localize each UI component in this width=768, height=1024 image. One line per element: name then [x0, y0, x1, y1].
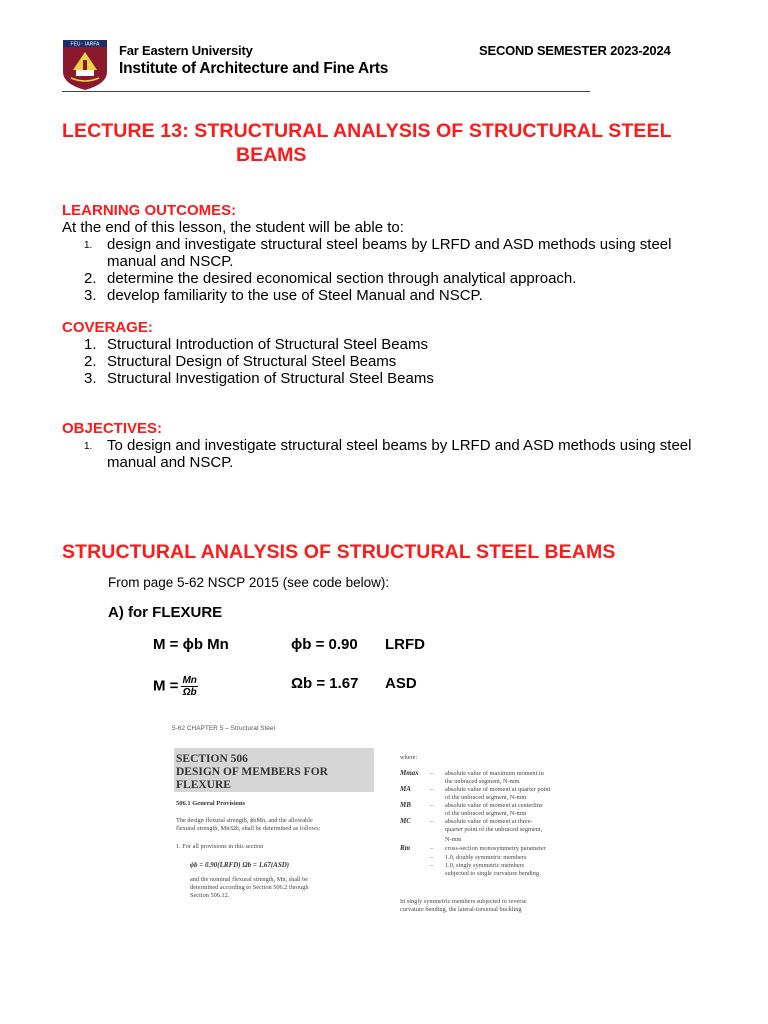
- lrfd-label: LRFD: [385, 636, 425, 653]
- omega-factor: Ωb = 1.67: [291, 675, 359, 692]
- objectives-list: [62, 437, 712, 471]
- fraction-numerator: Mn: [182, 675, 197, 686]
- excerpt-text: determined according to Section 506.2 through: [190, 884, 309, 891]
- definition-text: absolute value of moment at quarter point: [445, 786, 551, 793]
- excerpt-text: 1. For all provisions in this section: [176, 843, 264, 850]
- excerpt-section-title: SECTION 506: [176, 753, 248, 765]
- definition-text: absolute value of maximum moment in: [445, 770, 544, 777]
- definition-symbol: MB: [400, 801, 411, 809]
- definition-text: the unbraced segment, N-mm: [445, 778, 520, 785]
- definition-dash: –: [430, 818, 434, 825]
- definition-text: subjected to single curvature bending: [445, 870, 540, 877]
- learning-outcomes-heading: LEARNING OUTCOMES:: [62, 202, 237, 219]
- definition-text: N-mm: [445, 836, 462, 843]
- header-divider: [62, 91, 590, 92]
- learning-outcomes-intro: At the end of this lesson, the student will be able to:: [62, 219, 404, 236]
- definition-symbol: Rm: [400, 844, 411, 852]
- excerpt-page-header: 5-62 CHAPTER 5 – Structural Steel: [172, 725, 275, 732]
- definition-symbol: MA: [400, 785, 411, 793]
- definition-text: cross-section monosymmetry parameter: [445, 845, 546, 852]
- equation-lrfd: M = ϕb Mn: [153, 636, 229, 653]
- reference-note: From page 5-62 NSCP 2015 (see code below):: [108, 575, 390, 590]
- definition-text: of the unbraced segment, N-mm: [445, 810, 527, 817]
- definition-symbol: Mmax: [400, 769, 419, 777]
- definition-text: quarter point of the unbraced segment,: [445, 826, 543, 833]
- list-item: 2. Structural Design of Structural Steel Beams: [84, 353, 397, 370]
- list-item: 1. design and investigate structural steel beams by LRFD and ASD methods using steel manual and NSCP.: [84, 236, 672, 270]
- institute-name: Institute of Architecture and Fine Arts: [119, 60, 389, 77]
- definition-dash: –: [430, 845, 434, 852]
- code-excerpt-image: [172, 718, 618, 933]
- objectives-heading: OBJECTIVES:: [62, 420, 163, 437]
- list-item: 1. To design and investigate structural steel beams by LRFD and ASD methods using steel manual and NSCP.: [84, 437, 692, 471]
- university-name: Far Eastern University: [119, 43, 253, 58]
- lecture-title-line1: LECTURE 13: STRUCTURAL ANALYSIS OF STRUCTURAL STEEL: [62, 120, 672, 142]
- coverage-heading: COVERAGE:: [62, 319, 153, 336]
- definitions-list: [399, 769, 551, 877]
- definition-text: 1.0, singly symmetric members: [445, 862, 525, 869]
- learning-outcomes-list: [62, 236, 712, 304]
- list-item: 3. develop familiarity to the use of Steel Manual and NSCP.: [84, 287, 483, 304]
- definition-dash: –: [430, 854, 434, 861]
- phi-factor: ϕb = 0.90: [291, 636, 358, 653]
- definition-text: absolute value of moment at centerline: [445, 802, 543, 809]
- definition-text: absolute value of moment at three-: [445, 818, 533, 825]
- list-item: 2. determine the desired economical section through analytical approach.: [84, 270, 577, 287]
- excerpt-text: curvature bending, the lateral-torsional buckling: [400, 906, 522, 913]
- fraction: [181, 675, 197, 698]
- asd-label: ASD: [385, 675, 417, 692]
- definition-dash: –: [430, 770, 434, 777]
- excerpt-formula: ϕb = 0.90(LRFD) Ωb = 1.67(ASD): [190, 861, 290, 869]
- university-logo: [63, 40, 107, 90]
- coverage-list: [62, 336, 712, 387]
- analysis-heading: STRUCTURAL ANALYSIS OF STRUCTURAL STEEL BEAMS: [62, 541, 616, 563]
- definition-dash: –: [430, 786, 434, 793]
- excerpt-text: In singly symmetric members subjected to reverse: [400, 898, 527, 905]
- excerpt-text: and the nominal flexural strength, Mn, shall be: [190, 876, 309, 883]
- logo-text: FEU · IARFA: [70, 41, 100, 48]
- excerpt-text: The design flexural strength, ϕbMn, and the allowable: [176, 817, 313, 824]
- definition-text: 1.0, doubly symmetric members: [445, 854, 527, 861]
- list-item: 1. Structural Introduction of Structural Steel Beams: [84, 336, 428, 353]
- flexure-heading: A) for FLEXURE: [108, 604, 223, 621]
- definition-text: of the unbraced segment, N-mm: [445, 794, 527, 801]
- excerpt-section-title: DESIGN OF MEMBERS FOR: [176, 766, 328, 778]
- definition-dash: –: [430, 862, 434, 869]
- excerpt-text: flexural strength, Mn/Ωb, shall be determined as follows:: [176, 825, 321, 832]
- list-item: 3. Structural Investigation of Structural Steel Beams: [84, 370, 434, 387]
- equation-asd: [153, 675, 198, 698]
- fraction-denominator: Ωb: [182, 687, 197, 698]
- definition-symbol: MC: [400, 817, 411, 825]
- excerpt-subheading: 506.1 General Provisions: [176, 800, 246, 807]
- equation-asd-lhs: M =: [153, 677, 179, 695]
- excerpt-text: where:: [400, 754, 418, 761]
- semester-label: SECOND SEMESTER 2023-2024: [479, 43, 671, 58]
- lecture-title-line2: BEAMS: [236, 144, 307, 166]
- excerpt-text: Section 506.12.: [190, 892, 230, 899]
- definition-dash: –: [430, 802, 434, 809]
- excerpt-section-title: FLEXURE: [176, 779, 231, 791]
